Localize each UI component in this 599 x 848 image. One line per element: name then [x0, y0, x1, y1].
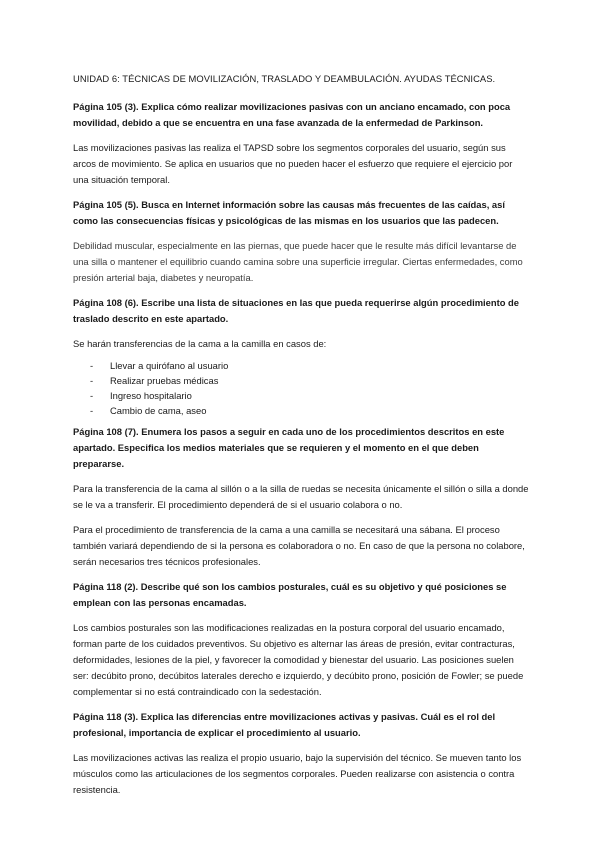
answer-1: Las movilizaciones pasivas las realiza el TAPSD sobre los segmentos corporales del usuario, según sus arcos de movimiento. Se aplica en usuarios que no pueden hacer el esfuerzo que requiere el ejercicio por una situación temporal. — [73, 142, 513, 185]
list-item: - Ingreso hospitalario — [90, 388, 529, 403]
question-2: Página 105 (5). Busca en Internet información sobre las causas más frecuentes de las caídas, así como las consecuencias físicas y psicológicas de las mismas en los usuarios que las padecen. — [73, 199, 505, 226]
document-title: UNIDAD 6: TÉCNICAS DE MOVILIZACIÓN, TRASLADO Y DEAMBULACIÓN. AYUDAS TÉCNICAS. — [73, 73, 496, 84]
list-item: - Cambio de cama, aseo — [90, 403, 529, 418]
answer-2: Debilidad muscular, especialmente en las piernas, que puede hacer que le resulte más difícil levantarse de una silla o mantener el equilibrio cuando camina sobre una superficie irregular. Ciertas enfermedades, como presión arterial baja, diabetes y neuropatía. — [73, 240, 523, 283]
answer-6: Las movilizaciones activas las realiza el propio usuario, bajo la supervisión del técnico. Se mueven tanto los músculos como las articulaciones de los segmentos corporales. Pueden realizarse con asistencia o contra resistencia. — [73, 752, 522, 795]
answer-5: Los cambios posturales son las modificaciones realizadas en la postura corporal del usuario encamado, forman parte de los cuidados preventivos. Su objetivo es alternar las áreas de presión, evitar contracturas, deformidades, lesiones de la piel, y favorecer la comodidad y bienestar del usuario. Las posiciones suelen ser: decúbito prono, decúbitos laterales derecho e izquierdo, y decúbito prono, posición de Fowler; se puede complementar si no está contraindicado con la sedestación. — [73, 622, 524, 697]
question-6: Página 118 (3). Explica las diferencias entre movilizaciones activas y pasivas. Cuál es el rol del profesional, importancia de explicar el procedimiento al usuario. — [73, 711, 496, 738]
question-1: Página 105 (3). Explica cómo realizar movilizaciones pasivas con un anciano encamado, con poca movilidad, debido a que se encuentra en una fase avanzada de la enfermedad de Parkinson. — [73, 101, 511, 128]
list-item: - Llevar a quirófano al usuario — [90, 358, 529, 373]
document-content — [73, 72, 529, 798]
answer-3: Se harán transferencias de la cama a la camilla en casos de: — [73, 338, 327, 349]
answer-4a: Para la transferencia de la cama al sillón o a la silla de ruedas se necesita únicamente el sillón o silla a donde se le va a transferir. El procedimiento dependerá de si el usuario colabora o no. — [73, 483, 529, 510]
question-3: Página 108 (6). Escribe una lista de situaciones en las que pueda requerirse algún procedimiento de traslado descrito en este apartado. — [73, 297, 519, 324]
transfer-situations-list — [73, 358, 529, 418]
list-item: - Realizar pruebas médicas — [90, 373, 529, 388]
question-5: Página 118 (2). Describe qué son los cambios posturales, cuál es su objetivo y qué posiciones se emplean con las personas encamadas. — [73, 581, 507, 608]
answer-4b: Para el procedimiento de transferencia de la cama a una camilla se necesitará una sábana. El proceso también variará dependiendo de si la persona es colaboradora o no. En caso de que la persona no colabore, serán necesarios tres técnicos profesionales. — [73, 524, 525, 567]
question-4: Página 108 (7). Enumera los pasos a seguir en cada uno de los procedimientos descritos en este apartado. Especifica los medios materiales que se requieren y el momento en el que deben prepararse. — [73, 426, 505, 469]
